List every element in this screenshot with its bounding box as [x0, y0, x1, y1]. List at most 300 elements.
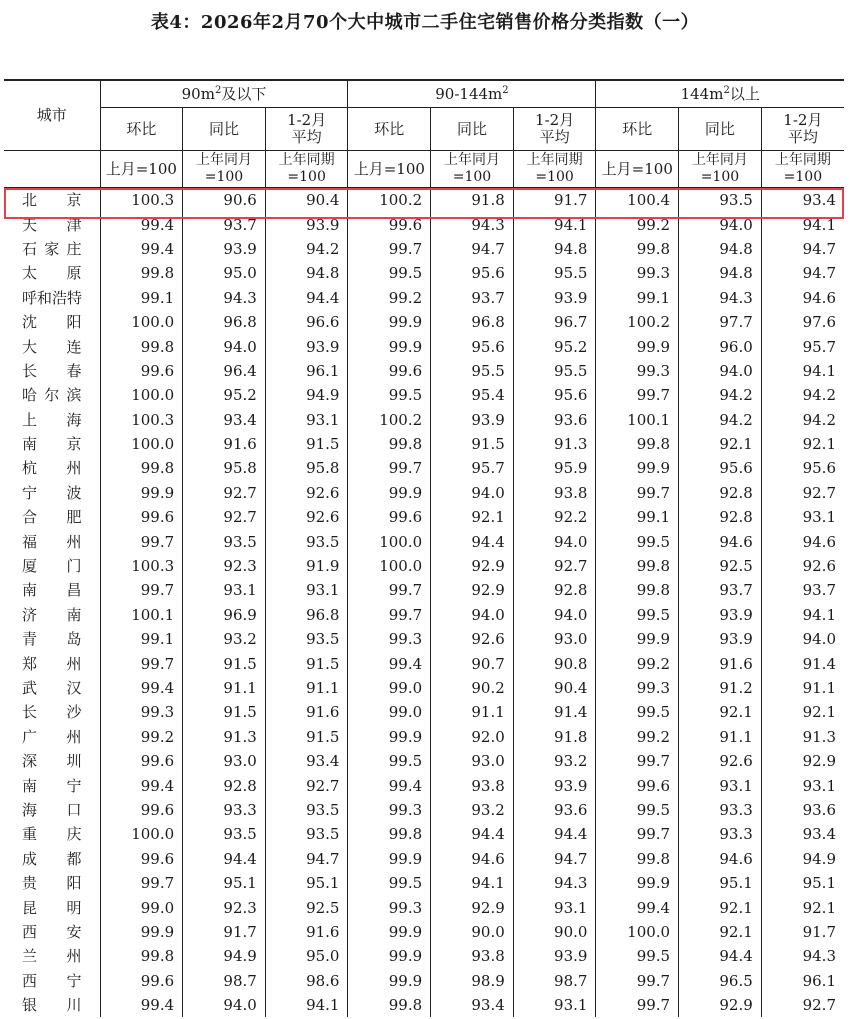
index-value: 99.8: [596, 554, 679, 578]
index-value: 95.1: [183, 871, 266, 895]
yoy-base-line2: =100: [204, 169, 244, 185]
table-row: [4, 822, 844, 846]
group-header-3: [596, 80, 844, 108]
avg-header-line1: 1-2月: [287, 111, 327, 129]
index-value: 94.9: [761, 847, 844, 871]
yoy-header: [679, 108, 762, 151]
index-value: 99.5: [348, 383, 431, 407]
city-name: 郑州: [22, 654, 82, 673]
index-value: 94.1: [513, 212, 596, 236]
index-value: 93.0: [183, 749, 266, 773]
index-value: 99.0: [348, 676, 431, 700]
table-row: [4, 969, 844, 993]
index-value: 92.6: [761, 554, 844, 578]
index-value: 100.3: [100, 188, 183, 213]
index-value: 94.3: [761, 944, 844, 968]
index-value: 92.9: [761, 749, 844, 773]
index-value: 99.6: [100, 359, 183, 383]
index-value: 99.6: [348, 212, 431, 236]
index-value: 93.6: [761, 798, 844, 822]
index-value: 94.8: [679, 237, 762, 261]
index-value: 94.1: [431, 871, 514, 895]
index-value: 94.3: [513, 871, 596, 895]
index-value: 99.7: [100, 578, 183, 602]
index-value: 93.1: [265, 578, 348, 602]
index-value: 94.6: [761, 529, 844, 553]
index-value: 99.4: [100, 237, 183, 261]
mom-header: [596, 108, 679, 151]
table-row: [4, 408, 844, 432]
index-value: 93.4: [183, 408, 266, 432]
mom-header-label: 环比: [374, 119, 405, 138]
index-value: 99.8: [100, 261, 183, 285]
index-value: 93.1: [265, 408, 348, 432]
group-header-suffix: 及以下: [221, 84, 267, 103]
index-value: 92.9: [431, 578, 514, 602]
index-value: 92.1: [761, 432, 844, 456]
index-value: 93.5: [265, 798, 348, 822]
city-name: 杭州: [22, 459, 82, 478]
index-value: 99.7: [596, 822, 679, 846]
city-name: 宁波: [22, 483, 82, 502]
yoy-header-label: 同比: [704, 119, 735, 138]
avg-base-line1: 上年同期: [526, 152, 583, 168]
index-value: 92.8: [513, 578, 596, 602]
index-value: 99.9: [100, 920, 183, 944]
index-value: 93.2: [431, 798, 514, 822]
city-name: 广州: [22, 727, 82, 746]
index-value: 91.1: [679, 725, 762, 749]
price-index-table: [4, 79, 844, 1017]
index-value: 99.8: [348, 993, 431, 1017]
index-value: 93.6: [513, 408, 596, 432]
table-row: [4, 749, 844, 773]
index-value: 99.8: [348, 822, 431, 846]
index-value: 96.1: [265, 359, 348, 383]
city-name: 长沙: [22, 703, 82, 722]
yoy-base-header: [183, 151, 266, 188]
index-value: 91.3: [761, 725, 844, 749]
index-value: 99.7: [596, 969, 679, 993]
index-value: 96.6: [265, 310, 348, 334]
index-value: 92.8: [183, 773, 266, 797]
index-value: 94.0: [679, 212, 762, 236]
page-title: 表4：2026年2月70个大中城市二手住宅销售价格分类指数（一）: [150, 12, 700, 33]
index-value: 94.7: [513, 847, 596, 871]
table-row: [4, 456, 844, 480]
index-value: 99.7: [100, 651, 183, 675]
table-row: [4, 847, 844, 871]
index-value: 92.7: [761, 481, 844, 505]
index-value: 100.4: [596, 188, 679, 213]
index-value: 95.8: [265, 456, 348, 480]
city-base-blank: [4, 151, 100, 188]
index-value: 99.5: [596, 529, 679, 553]
index-value: 94.4: [513, 822, 596, 846]
index-value: 93.9: [679, 603, 762, 627]
city-name: 大连: [22, 337, 82, 356]
index-value: 92.2: [513, 505, 596, 529]
table-row: [4, 334, 844, 358]
index-value: 99.8: [100, 944, 183, 968]
index-value: 95.1: [679, 871, 762, 895]
index-value: 99.7: [100, 529, 183, 553]
index-value: 99.7: [348, 603, 431, 627]
index-value: 94.7: [265, 847, 348, 871]
index-value: 92.1: [679, 700, 762, 724]
city-name: 武汉: [22, 679, 82, 697]
index-value: 100.3: [100, 554, 183, 578]
table-row: [4, 432, 844, 456]
yoy-header: [431, 108, 514, 151]
index-value: 91.7: [183, 920, 266, 944]
avg-base-line2: =100: [783, 169, 823, 185]
index-value: 94.0: [183, 334, 266, 358]
table-row: [4, 359, 844, 383]
index-value: 94.4: [679, 944, 762, 968]
avg-header: [761, 108, 844, 151]
index-value: 99.1: [100, 286, 183, 310]
index-value: 95.1: [265, 871, 348, 895]
index-value: 99.4: [596, 895, 679, 919]
index-value: 99.0: [348, 700, 431, 724]
city-name: 哈尔滨: [22, 386, 82, 405]
index-value: 93.2: [183, 627, 266, 651]
index-value: 95.5: [513, 261, 596, 285]
avg-base-line2: =100: [287, 169, 326, 185]
table-row: [4, 237, 844, 261]
city-name: 南昌: [22, 581, 82, 600]
index-value: 99.1: [596, 505, 679, 529]
index-value: 100.0: [348, 554, 431, 578]
index-value: 93.4: [761, 188, 844, 213]
index-value: 99.2: [596, 212, 679, 236]
index-value: 99.6: [596, 773, 679, 797]
index-value: 99.5: [596, 700, 679, 724]
index-value: 93.1: [513, 895, 596, 919]
index-value: 92.1: [679, 895, 762, 919]
index-value: 100.0: [100, 822, 183, 846]
index-value: 96.7: [513, 310, 596, 334]
index-value: 99.8: [596, 432, 679, 456]
index-value: 93.8: [431, 944, 514, 968]
index-value: 92.9: [679, 993, 762, 1017]
index-value: 91.9: [265, 554, 348, 578]
index-value: 91.7: [513, 188, 596, 213]
index-value: 93.5: [183, 822, 266, 846]
index-value: 95.6: [513, 383, 596, 407]
mom-base-header: [100, 151, 183, 188]
index-value: 99.5: [348, 871, 431, 895]
index-value: 91.6: [265, 920, 348, 944]
city-name: 青岛: [22, 630, 82, 649]
index-value: 99.3: [348, 627, 431, 651]
yoy-base-header: [431, 151, 514, 188]
index-value: 99.2: [100, 725, 183, 749]
index-value: 94.0: [183, 993, 266, 1017]
index-value: 100.3: [100, 408, 183, 432]
index-value: 93.5: [265, 822, 348, 846]
index-value: 99.8: [596, 237, 679, 261]
index-value: 99.8: [348, 432, 431, 456]
table-row: [4, 773, 844, 797]
index-value: 99.9: [348, 969, 431, 993]
avg-header: [265, 108, 348, 151]
index-value: 92.3: [183, 554, 266, 578]
city-name: 南京: [22, 435, 82, 454]
index-value: 92.6: [265, 505, 348, 529]
index-value: 93.7: [761, 578, 844, 602]
index-value: 93.3: [679, 798, 762, 822]
index-value: 95.0: [183, 261, 266, 285]
yoy-base-line1: 上年同月: [195, 152, 252, 168]
index-value: 93.9: [513, 286, 596, 310]
index-value: 92.1: [679, 920, 762, 944]
index-value: 99.6: [100, 969, 183, 993]
group-header-prefix: 90m: [181, 84, 215, 103]
index-value: 93.9: [679, 627, 762, 651]
index-value: 94.7: [431, 237, 514, 261]
index-value: 95.2: [513, 334, 596, 358]
avg-base-line1: 上年同期: [278, 152, 335, 168]
index-value: 99.3: [596, 261, 679, 285]
index-value: 91.4: [513, 700, 596, 724]
index-value: 99.4: [348, 651, 431, 675]
city-name: 银川: [22, 996, 82, 1015]
index-value: 90.0: [431, 920, 514, 944]
city-name: 深圳: [22, 752, 82, 771]
index-value: 99.6: [100, 798, 183, 822]
index-value: 94.1: [761, 359, 844, 383]
index-value: 93.5: [265, 627, 348, 651]
index-value: 91.5: [431, 432, 514, 456]
avg-header-line1: 1-2月: [535, 111, 575, 129]
index-value: 92.7: [513, 554, 596, 578]
index-value: 99.1: [100, 627, 183, 651]
index-value: 99.9: [348, 847, 431, 871]
index-value: 92.6: [431, 627, 514, 651]
table-row: [4, 676, 844, 700]
index-value: 91.5: [183, 700, 266, 724]
index-value: 92.7: [761, 993, 844, 1017]
mom-header-label: 环比: [126, 119, 157, 138]
index-value: 93.9: [513, 773, 596, 797]
index-value: 94.2: [679, 383, 762, 407]
index-value: 94.0: [431, 481, 514, 505]
index-value: 99.5: [348, 749, 431, 773]
table-row: [4, 578, 844, 602]
index-value: 99.2: [596, 725, 679, 749]
index-value: 93.0: [513, 627, 596, 651]
index-value: 90.0: [513, 920, 596, 944]
index-value: 91.1: [183, 676, 266, 700]
index-value: 94.1: [761, 212, 844, 236]
index-value: 93.7: [183, 212, 266, 236]
index-value: 99.5: [348, 261, 431, 285]
index-value: 94.2: [761, 408, 844, 432]
index-value: 99.7: [348, 578, 431, 602]
mom-base-label: 上月=100: [601, 159, 673, 178]
city-name: 天津: [22, 215, 82, 234]
index-value: 91.4: [761, 651, 844, 675]
index-value: 95.6: [761, 456, 844, 480]
index-value: 94.0: [679, 359, 762, 383]
mom-base-label: 上月=100: [105, 159, 177, 178]
index-value: 99.5: [596, 944, 679, 968]
index-value: 93.1: [761, 505, 844, 529]
index-value: 92.9: [431, 554, 514, 578]
index-value: 94.9: [183, 944, 266, 968]
group-header-2: [348, 80, 596, 108]
mom-base-header: [348, 151, 431, 188]
table-row: [4, 871, 844, 895]
yoy-base-header: [679, 151, 762, 188]
avg-base-header: [265, 151, 348, 188]
index-value: 90.8: [513, 651, 596, 675]
index-value: 90.2: [431, 676, 514, 700]
city-header-label: 城市: [36, 106, 67, 124]
table-row: [4, 798, 844, 822]
index-value: 99.6: [100, 749, 183, 773]
index-value: 94.7: [761, 237, 844, 261]
avg-base-line2: =100: [535, 169, 574, 185]
index-value: 93.0: [431, 749, 514, 773]
city-name: 厦门: [22, 557, 82, 576]
index-value: 91.1: [431, 700, 514, 724]
index-value: 94.4: [431, 529, 514, 553]
index-value: 99.4: [348, 773, 431, 797]
index-value: 95.2: [183, 383, 266, 407]
index-value: 94.2: [265, 237, 348, 261]
index-value: 99.9: [596, 871, 679, 895]
index-value: 96.9: [183, 603, 266, 627]
index-value: 94.8: [513, 237, 596, 261]
yoy-base-line2: =100: [452, 169, 492, 185]
index-value: 94.9: [265, 383, 348, 407]
index-value: 99.8: [100, 456, 183, 480]
city-name: 济南: [22, 605, 82, 624]
index-value: 99.8: [100, 334, 183, 358]
index-value: 99.7: [100, 871, 183, 895]
index-value: 94.0: [513, 603, 596, 627]
index-value: 93.2: [513, 749, 596, 773]
index-value: 92.6: [265, 481, 348, 505]
table-row: [4, 944, 844, 968]
index-value: 100.0: [100, 432, 183, 456]
table-row: [4, 725, 844, 749]
index-value: 100.1: [596, 408, 679, 432]
index-value: 94.8: [679, 261, 762, 285]
index-value: 91.6: [679, 651, 762, 675]
index-value: 94.4: [431, 822, 514, 846]
index-value: 91.1: [265, 676, 348, 700]
index-value: 93.3: [679, 822, 762, 846]
table-row: [4, 529, 844, 553]
index-value: 99.1: [596, 286, 679, 310]
index-value: 93.1: [679, 773, 762, 797]
index-value: 90.7: [431, 651, 514, 675]
city-name: 重庆: [22, 825, 82, 844]
index-value: 97.6: [761, 310, 844, 334]
city-name: 福州: [22, 532, 82, 551]
index-value: 92.5: [679, 554, 762, 578]
index-value: 94.1: [761, 603, 844, 627]
index-value: 92.3: [183, 895, 266, 919]
city-name: 沈阳: [22, 313, 82, 332]
group-header-superscript: 2: [214, 84, 222, 96]
index-value: 99.3: [596, 359, 679, 383]
city-name: 海口: [22, 800, 82, 819]
index-value: 94.6: [431, 847, 514, 871]
index-value: 94.6: [679, 529, 762, 553]
city-name: 贵阳: [22, 874, 82, 893]
index-value: 99.2: [596, 651, 679, 675]
table-row: [4, 554, 844, 578]
index-value: 95.5: [431, 359, 514, 383]
index-value: 99.5: [596, 603, 679, 627]
index-value: 92.9: [431, 895, 514, 919]
index-value: 99.9: [596, 334, 679, 358]
index-value: 93.5: [265, 529, 348, 553]
table-row: [4, 310, 844, 334]
index-value: 100.2: [596, 310, 679, 334]
index-value: 99.9: [100, 481, 183, 505]
avg-header-line2: 平均: [539, 128, 570, 146]
index-value: 98.6: [265, 969, 348, 993]
index-value: 99.7: [596, 993, 679, 1017]
index-value: 96.5: [679, 969, 762, 993]
yoy-header-label: 同比: [208, 119, 239, 138]
index-value: 99.6: [100, 505, 183, 529]
index-value: 91.7: [761, 920, 844, 944]
index-value: 92.8: [679, 481, 762, 505]
index-value: 93.9: [183, 237, 266, 261]
city-name: 合肥: [22, 508, 82, 527]
index-value: 92.1: [431, 505, 514, 529]
city-name: 呼和浩特: [22, 288, 83, 307]
index-value: 92.1: [761, 700, 844, 724]
index-value: 95.1: [761, 871, 844, 895]
index-value: 93.4: [265, 749, 348, 773]
index-value: 91.5: [265, 651, 348, 675]
index-value: 92.7: [265, 773, 348, 797]
index-value: 95.8: [183, 456, 266, 480]
group-header-prefix: 90-144m: [435, 84, 503, 103]
index-value: 94.3: [679, 286, 762, 310]
index-value: 91.2: [679, 676, 762, 700]
index-value: 99.6: [348, 359, 431, 383]
index-value: 94.2: [761, 383, 844, 407]
group-header-superscript: 2: [502, 84, 509, 96]
index-value: 99.3: [348, 895, 431, 919]
index-value: 90.4: [513, 676, 596, 700]
mom-base-header: [596, 151, 679, 188]
index-value: 99.5: [596, 798, 679, 822]
index-value: 98.7: [513, 969, 596, 993]
city-name: 北京: [22, 191, 82, 210]
table-row: [4, 286, 844, 310]
index-value: 94.3: [183, 286, 266, 310]
index-value: 94.6: [761, 286, 844, 310]
index-value: 92.7: [183, 481, 266, 505]
index-value: 91.3: [513, 432, 596, 456]
index-value: 91.3: [183, 725, 266, 749]
city-name: 西宁: [22, 971, 82, 990]
index-value: 93.9: [265, 334, 348, 358]
group-header-suffix: 以上: [729, 84, 760, 103]
index-value: 93.1: [513, 993, 596, 1017]
index-value: 93.6: [513, 798, 596, 822]
